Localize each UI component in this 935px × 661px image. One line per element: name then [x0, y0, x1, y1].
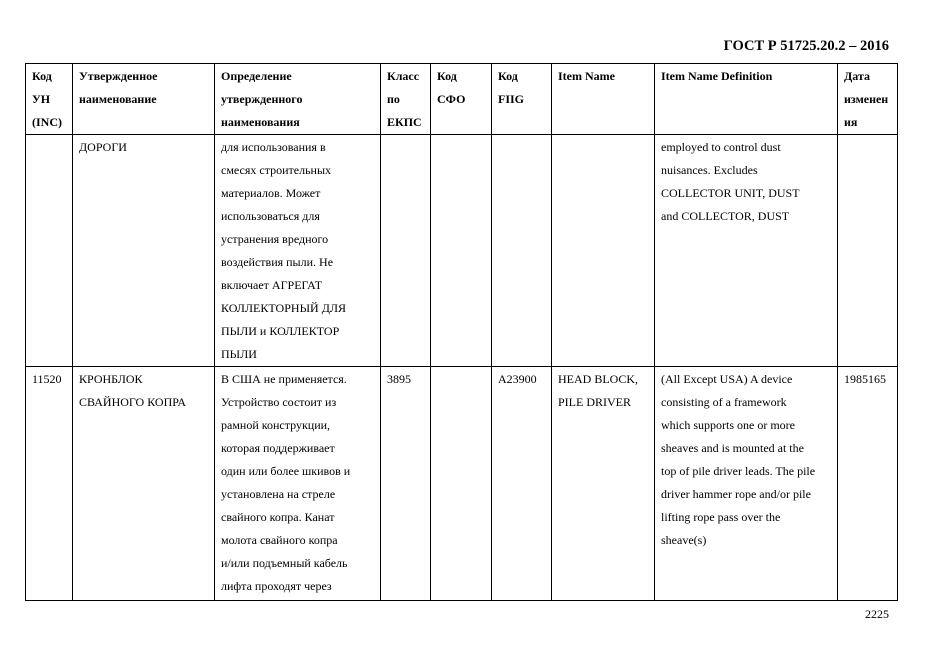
cell-code-sfo — [431, 135, 492, 367]
catalog-table — [25, 63, 898, 601]
table-row — [26, 367, 898, 601]
cell-code-fiig — [492, 135, 552, 367]
cell-item-definition: (All Except USA) A device consisting of a framework which supports one or more sheaves and is mounted at the top of pile driver leads. The pile driver hammer rope and/or pile lifting rope pass over the sheave(s) — [655, 367, 838, 601]
cell-item-definition: employed to control dust nuisances. Excludes COLLECTOR UNIT, DUST and COLLECTOR, DUST — [655, 135, 838, 367]
cell-definition-ru: В США не применяется. Устройство состоит из рамной конструкции, которая поддерживает один или более шкивов и установлена на стреле свайного копра. Канат молота свайного копра и/или подъемный кабель лифта проходят через — [215, 367, 381, 601]
cell-class-ekps — [381, 135, 431, 367]
cell-date-changed — [838, 135, 898, 367]
table-row — [26, 135, 898, 367]
header-code-fiig: Код FIIG — [492, 64, 552, 135]
cell-approved-name: КРОНБЛОК СВАЙНОГО КОПРА — [73, 367, 215, 601]
cell-item-name: HEAD BLOCK, PILE DRIVER — [552, 367, 655, 601]
cell-code-fiig: A23900 — [492, 367, 552, 601]
cell-code-un: 11520 — [26, 367, 73, 601]
cell-definition-ru: для использования в смесях строительных материалов. Может использоваться для устранения вредного воздействия пыли. Не включает АГРЕГАТ КОЛЛЕКТОРНЫЙ ДЛЯ ПЫЛИ и КОЛЛЕКТОР ПЫЛИ — [215, 135, 381, 367]
header-approved-name: Утвержденное наименование — [73, 64, 215, 135]
cell-code-sfo — [431, 367, 492, 601]
header-code-un: Код УН (INC) — [26, 64, 73, 135]
header-definition-ru: Определение утвержденного наименования — [215, 64, 381, 135]
cell-date-changed: 1985165 — [838, 367, 898, 601]
header-item-definition: Item Name Definition — [655, 64, 838, 135]
table-header-row — [26, 64, 898, 135]
cell-code-un — [26, 135, 73, 367]
header-item-name: Item Name — [552, 64, 655, 135]
page-number: 2225 — [865, 607, 889, 621]
header-code-sfo: Код СФО — [431, 64, 492, 135]
cell-approved-name: ДОРОГИ — [73, 135, 215, 367]
cell-item-name — [552, 135, 655, 367]
document-code: ГОСТ Р 51725.20.2 – 2016 — [723, 38, 889, 54]
header-class-ekps: Класс по ЕКПС — [381, 64, 431, 135]
header-date-changed: Дата изменен ия — [838, 64, 898, 135]
cell-class-ekps: 3895 — [381, 367, 431, 601]
